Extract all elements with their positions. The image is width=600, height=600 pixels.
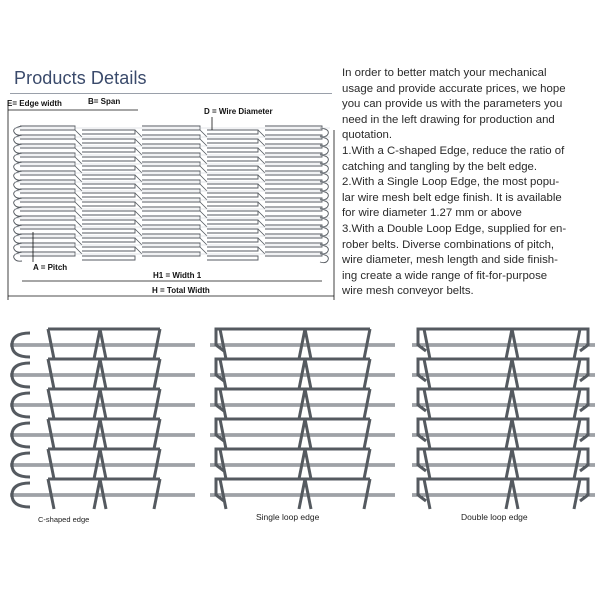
page-title: Products Details	[14, 68, 147, 88]
description-line: wire mesh conveyor belts.	[342, 285, 474, 298]
description-line: usage and provide accurate prices, we hope	[342, 82, 566, 95]
description-line: 3.With a Double Loop Edge, supplied for en-	[342, 222, 567, 235]
description-line: quotation.	[342, 129, 393, 142]
wire-diameter-label: D = Wire Diameter	[204, 107, 273, 116]
description-line: lar wire mesh belt edge finish. It is available	[342, 191, 562, 204]
loop-edge	[580, 389, 588, 411]
loop-edge	[580, 419, 588, 441]
loop-edge	[580, 329, 588, 351]
total-width-label: H = Total Width	[152, 286, 210, 295]
width1-label: H1 = Width 1	[153, 271, 202, 280]
c-shaped-edge-caption: C-shaped edge	[38, 515, 90, 524]
description-line: catching and tangling by the belt edge.	[342, 160, 538, 173]
description-line: In order to better match your mechanical	[342, 67, 547, 79]
double-loop-edge-caption: Double loop edge	[461, 512, 528, 522]
description-line: need in the left drawing for production and	[342, 113, 555, 126]
single-loop-edge-caption: Single loop edge	[256, 512, 320, 522]
edge-width-label: E= Edge width	[7, 99, 62, 108]
description-line: 2.With a Single Loop Edge, the most popu-	[342, 176, 560, 189]
loop-edge	[580, 359, 588, 381]
description-line: for wire diameter 1.27 mm or above	[342, 207, 522, 220]
description-line: ing create a wide range of fit-for-purpose	[342, 269, 548, 282]
span-label: B= Span	[88, 97, 121, 106]
pitch-label: A = Pitch	[33, 263, 68, 272]
description-line: rober belts. Diverse combinations of pitch,	[342, 238, 555, 251]
description-line: wire diameter, mesh length and side finish-	[342, 254, 558, 267]
loop-edge	[580, 449, 588, 471]
description-line: you can provide us with the parameters you	[342, 98, 563, 111]
loop-edge	[580, 479, 588, 501]
description-line: 1.With a C-shaped Edge, reduce the ratio of	[342, 144, 565, 157]
